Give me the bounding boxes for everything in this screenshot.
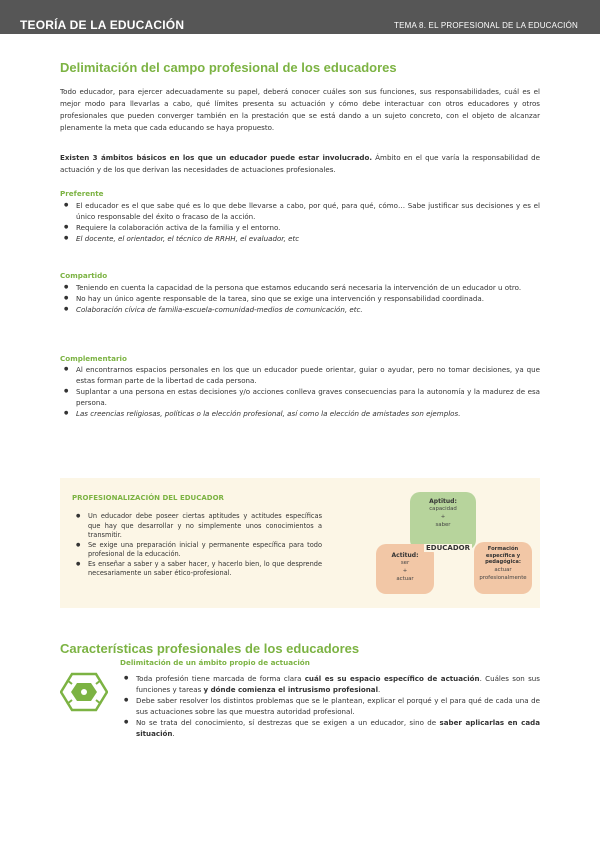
subheading-complementario: Complementario <box>60 354 127 363</box>
text-run: Toda profesión tiene marcada de forma clara <box>136 674 305 683</box>
text-run: No se trata del conocimiento, sí destrezas que se exigen a un educador, sino de <box>136 718 440 727</box>
text-run: . Cuáles son sus funciones y tareas <box>136 674 540 694</box>
bold-run: cuál es su espacio específico de actuación <box>304 674 480 683</box>
actitud-line: actuar <box>396 576 414 582</box>
ambitos-bold: Existen 3 ámbitos básicos en los que un educador puede estar involucrado. <box>60 153 373 162</box>
intro-paragraph: Todo educador, para ejercer adecuadamente su papel, deberá conocer cuáles son sus funciones, sus responsabilidades, cuál es el mejor modo para llevarlas a cabo, qué límites presenta su actuación y cómo debe interactuar con otros educadores y otros profesionales que pueden converger también en la prestación que se está dando a un sujeto concreto, con el objeto de alcanzar plenamente la meta que cada educando se haya propuesto. <box>60 87 540 132</box>
actitud-line: + <box>402 568 408 574</box>
formacion-line: profesionalmente <box>479 574 527 581</box>
text-run: . <box>172 729 175 738</box>
aptitud-title: Aptitud: <box>429 498 457 505</box>
ambitos-paragraph <box>60 152 540 176</box>
actitud-title: Actitud: <box>391 552 419 559</box>
list-item: ● Debe saber resolver los distintos problemas que se le plantean, explicar el porqué y el para qué de cada una de sus actuaciones sobre las que muestra autoridad profesional. <box>120 695 540 717</box>
list-item: ● Suplantar a una persona en estas decisiones y/o acciones conlleva graves consecuencias para la autonomía y la madurez de esa persona. <box>60 386 540 408</box>
list-item <box>120 673 540 695</box>
subheading-compartido: Compartido <box>60 271 108 280</box>
list-item-example: ● El docente, el orientador, el técnico de RRHH, el evaluador, etc <box>60 233 540 244</box>
bold-run: saber aplicarlas en cada situación <box>136 718 540 738</box>
text-run: . <box>378 685 381 694</box>
subheading-ambito: Delimitación de un ámbito propio de actuación <box>120 658 310 667</box>
formacion-node <box>474 542 532 594</box>
subject-title: TEORÍA DE LA EDUCACIÓN <box>20 18 185 32</box>
aptitud-line: capacidad <box>429 506 457 512</box>
list-item-example: ● Las creencias religiosas, políticas o la elección profesional, así como la elección de amistades son ejemplos. <box>60 408 540 419</box>
list-item: ● Se exige una preparación inicial y permanente específica para todo profesional de la educación. <box>72 541 322 560</box>
list-item <box>120 717 540 739</box>
list-item: ● Es enseñar a saber y a saber hacer, y hacerlo bien, lo que desprende necesariamente un saber ético-profesional. <box>72 560 322 579</box>
bold-run: y dónde comienza el intrusismo profesional <box>203 685 379 694</box>
actitud-line: ser <box>400 560 410 566</box>
list-item: ● Teniendo en cuenta la capacidad de la persona que estamos educando será necesaria la intervención de un educador u otro. <box>60 282 540 293</box>
list-item: ● No hay un único agente responsable de la tarea, sino que se exige una intervención y responsabilidad coordinada. <box>60 293 540 304</box>
educador-center-label: EDUCADOR <box>426 544 470 552</box>
caracteristicas-list <box>120 673 540 739</box>
formacion-title: Formación específica y pedagógica: <box>485 546 521 565</box>
subheading-preferente: Preferente <box>60 189 104 198</box>
list-item: ● Un educador debe poseer ciertas aptitudes y actitudes específicas que hay que desarrollar y no simplemente unos conocimientos a transmitir. <box>72 512 322 541</box>
formacion-line: actuar <box>494 566 512 573</box>
box-title: PROFESIONALIZACIÓN DEL EDUCADOR <box>72 494 224 502</box>
complementario-list <box>60 364 540 419</box>
section-title-caracteristicas: Características profesionales de los educadores <box>60 641 360 656</box>
topic-title: TEMA 8. EL PROFESIONAL DE LA EDUCACIÓN <box>394 21 578 30</box>
profesionalizacion-box <box>60 478 540 608</box>
list-item: ● Requiere la colaboración activa de la familia y el entorno. <box>60 222 540 233</box>
aptitud-line: saber <box>435 522 451 528</box>
compartido-list <box>60 282 540 315</box>
list-item: ● Al encontrarnos espacios personales en los que un educador puede orientar, guiar o ayudar, pero no tomar decisiones, ya que estas forman parte de la libertad de cada persona. <box>60 364 540 386</box>
section-title-delimitacion: Delimitación del campo profesional de los educadores <box>60 60 397 75</box>
list-item: ● El educador es el que sabe qué es lo que debe llevarse a cabo, por qué, para qué, cómo… Sabe justificar sus decisiones y es el único responsable del éxito o fracaso de la acción. <box>60 200 540 222</box>
page-header <box>0 0 600 34</box>
ambitos-rest: Ámbito en el que varía la responsabilidad de actuación y de los que derivan las necesidades de actuaciones profesionales. <box>60 153 540 174</box>
hexagon-network-icon <box>60 672 108 712</box>
list-item-example: ● Colaboración cívica de familia-escuela-comunidad-medios de comunicación, etc. <box>60 304 540 315</box>
aptitud-line: + <box>440 514 446 520</box>
box-list <box>72 512 322 579</box>
aptitud-node <box>410 492 476 550</box>
preferente-list <box>60 200 540 244</box>
